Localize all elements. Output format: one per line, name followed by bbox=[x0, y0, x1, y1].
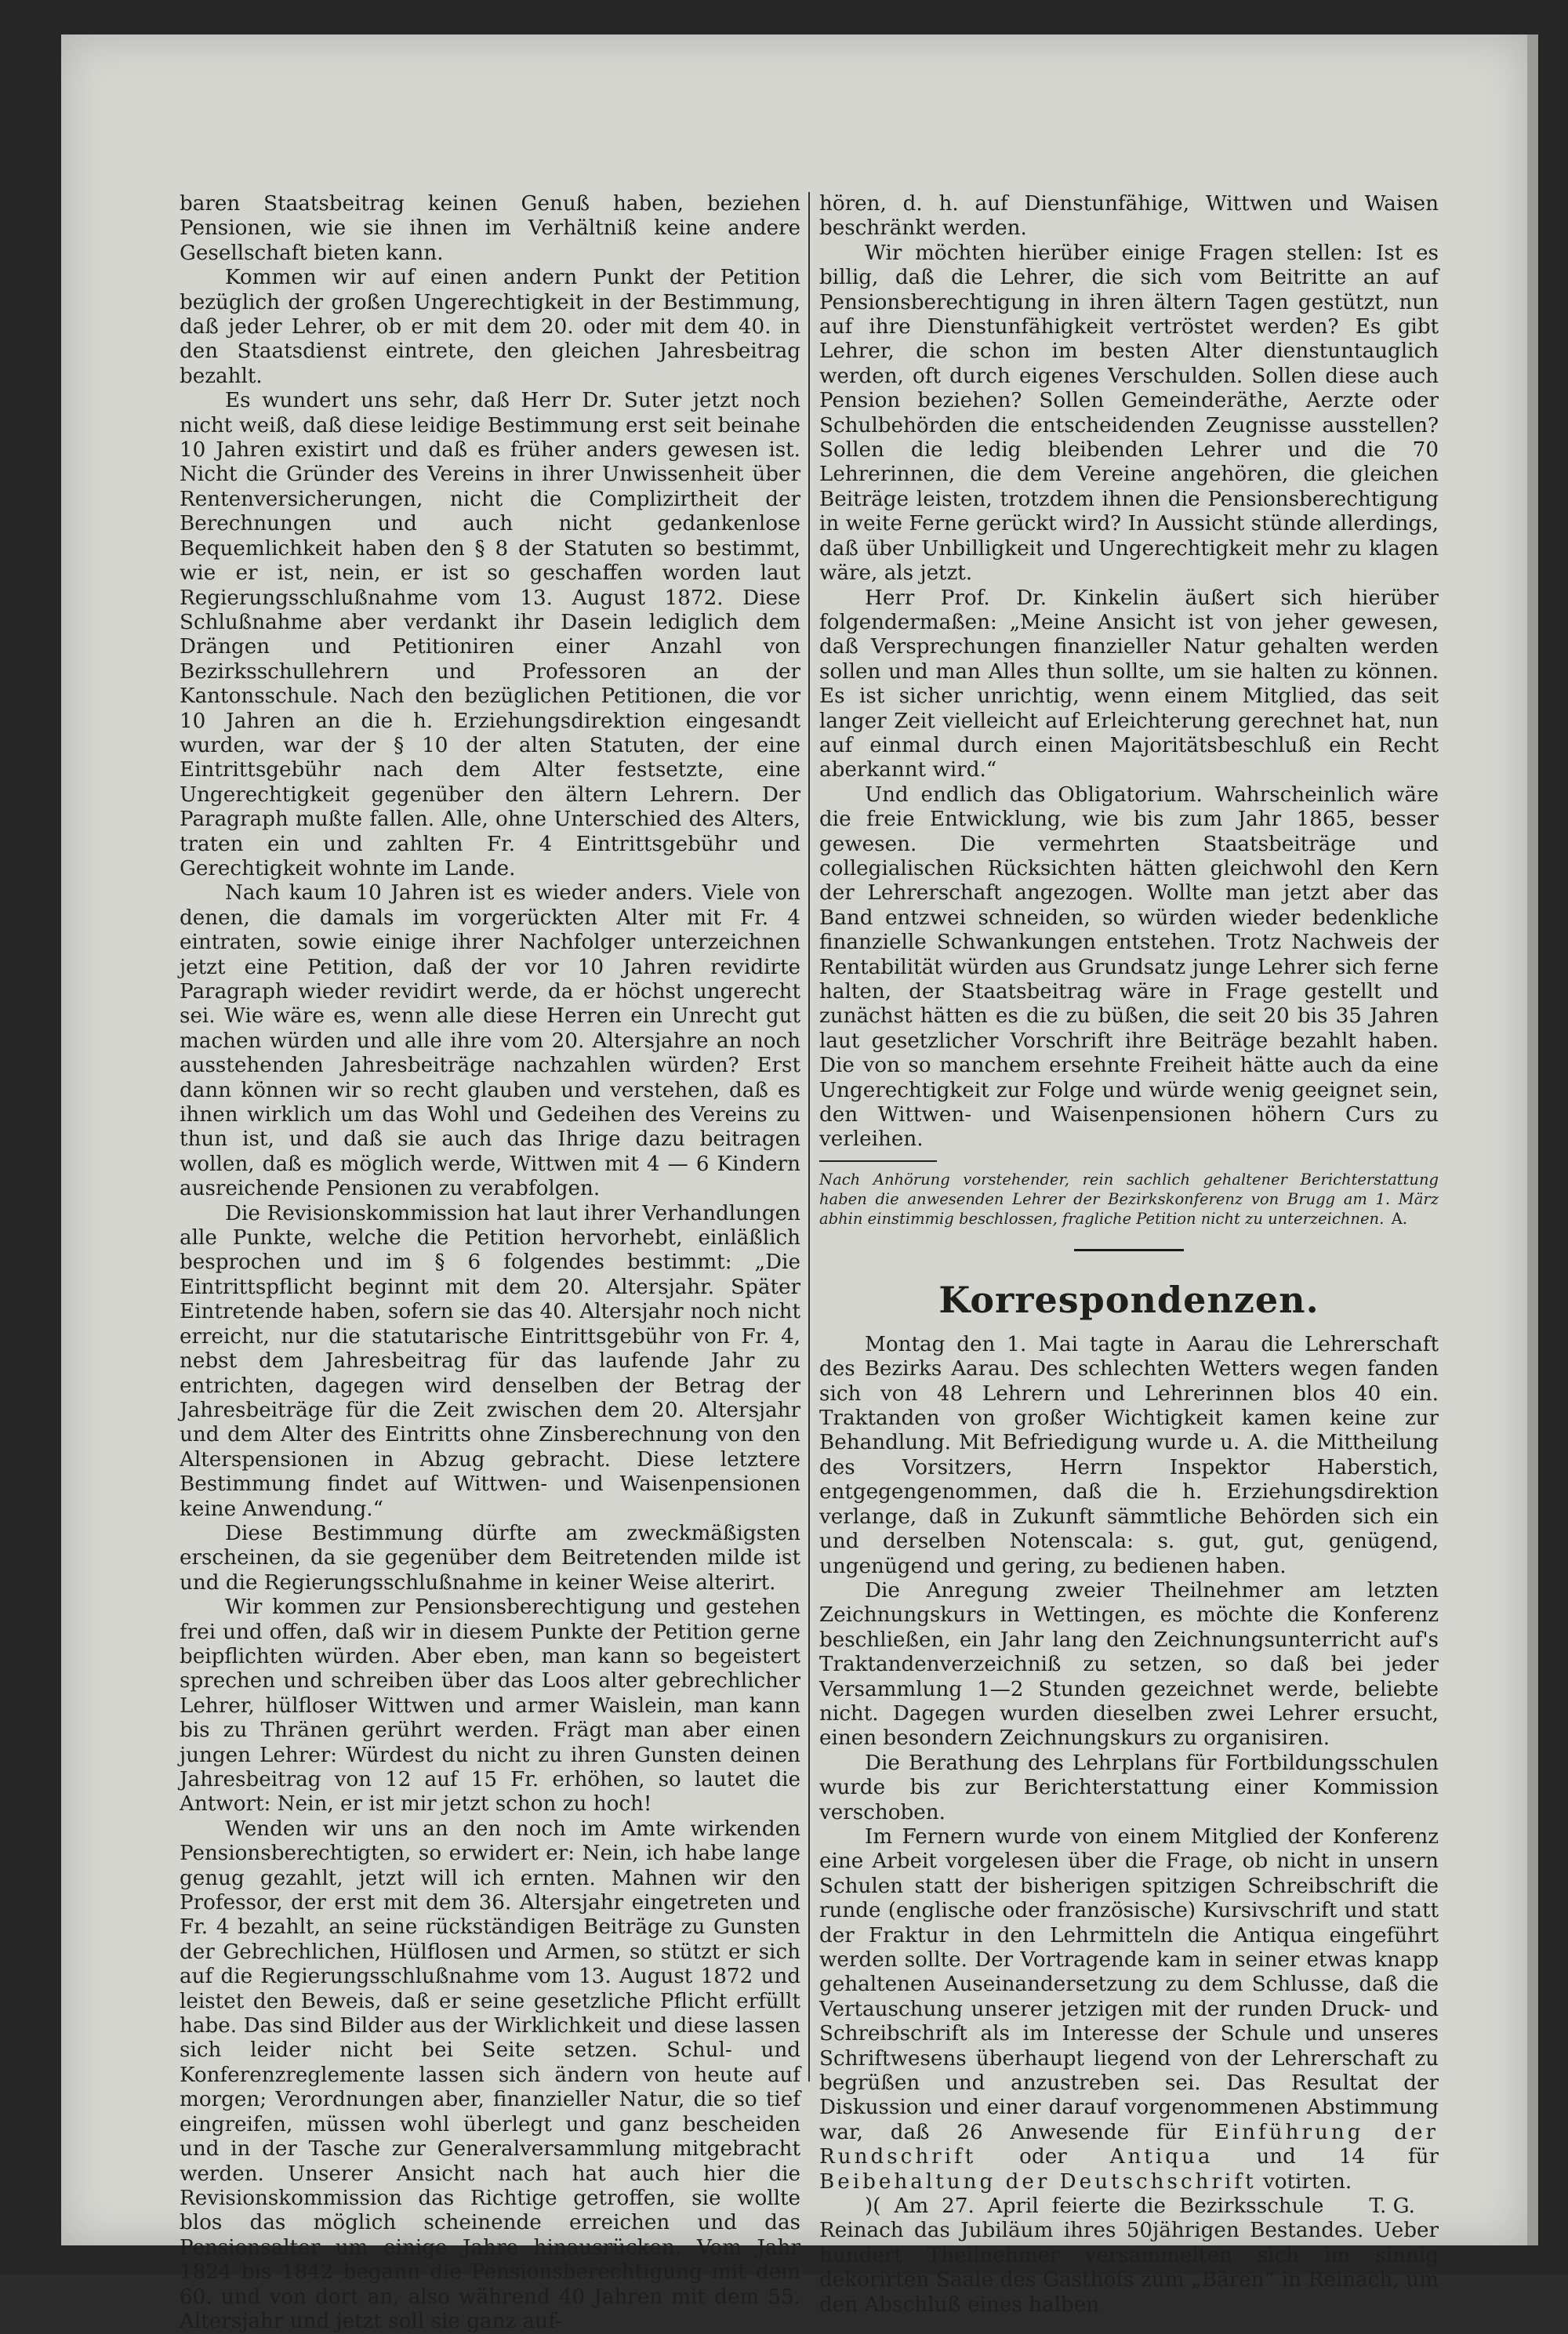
vote-phrase: Beibehaltung der Deutschschrift bbox=[819, 2169, 1257, 2194]
paragraph: Es wundert uns sehr, daß Herr Dr. Suter jetzt noch nicht weiß, daß diese leidige Bestimmung erst seit beinahe 10 Jahren existirt und daß es früher anders gewesen ist. Nicht die Gründer des Vereins in ihrer Unwissenheit über Rentenversicherungen, nicht die Complizirtheit der Berechnungen und auch nicht gedankenlose Bequemlichkeit haben den § 8 der Statuten so bestimmt, wie er ist, nein, er ist so geschaffen worden laut Regierungsschlußnahme vom 13. August 1872. Diese Schlußnahme aber verdankt ihr Dasein lediglich dem Drängen und Petitioniren einer Anzahl von Bezirksschullehrern und Professoren an der Kantonsschule. Nach den bezüglichen Petitionen, die vor 10 Jahren an die h. Erziehungsdirektion eingesandt wurden, war der § 10 der alten Statuten, der eine Eintrittsgebühr nach dem Alter festsetzte, eine Ungerechtigkeit gegenüber den ältern Lehrern. Der Paragraph mußte fallen. Alle, ohne Unterschied des Alters, traten ein und zahlten Fr. 4 Eintrittsgebühr und Gerechtigkeit wohnte im Lande. bbox=[180, 389, 800, 880]
paragraph: Herr Prof. Dr. Kinkelin äußert sich hierüber folgendermaßen: „Meine Ansicht ist von jeher gewesen, daß Versprechungen finanzieller Natur gehalten werden sollen und man Alles thun sollte, um sie halten zu können. Es ist sicher unrichtig, wenn einem Mitglied, das seit langer Zeit vielleicht auf Erleichterung gerechnet hat, nun auf einmal durch einen Majoritätsbeschluß ein Recht aberkannt wird.“ bbox=[819, 586, 1439, 782]
paragraph: Kommen wir auf einen andern Punkt der Petition bezüglich der großen Ungerechtigkeit in der Bestimmung, daß jeder Lehrer, ob er mit dem 20. oder mit dem 40. in den Staatsdienst eintrete, den gleichen Jahresbeitrag bezahlt. bbox=[180, 266, 800, 388]
paragraph: Wir kommen zur Pensionsberechtigung und gestehen frei und offen, daß wir in diesem Punkte der Petition gerne beipflichten würden. Aber eben, man kann so begeistert sprechen und schreiben über das Loos alter gebrechlicher Lehrer, hülfloser Wittwen und armer Waislein, man kann bis zu Thränen gerührt werden. Frägt man aber einen jungen Lehrer: Würdest du nicht zu ihren Gunsten deinen Jahresbeitrag von 12 auf 15 Fr. erhöhen, so lautet die Antwort: Nein, er ist mir jetzt schon zu hoch! bbox=[180, 1595, 800, 1817]
section-heading: Korrespondenzen. bbox=[938, 1278, 1319, 1321]
column-divider bbox=[808, 192, 810, 2082]
paragraph: Und endlich das Obligatorium. Wahrscheinlich wäre die freie Entwicklung, wie bis zum Jahr 1865, besser gewesen. Die vermehrten Staatsbeiträge und collegialischen Rücksichten hätten gleichwohl den Kern der Lehrerschaft angezogen. Wollte man jetzt aber das Band entzwei schneiden, so würden wieder bedenkliche finanzielle Schwankungen entstehen. Trotz Nachweis der Rentabilität würden aus Grundsatz junge Lehrer sich ferne halten, der Staatsbeitrag wäre in Frage gestellt und zunächst hätten es die zu büßen, die seit 20 bis 35 Jahren laut gesetzlicher Vorschrift ihre Beiträge bezahlt haben. Die von so manchem ersehnte Freiheit hätte auch da eine Ungerechtigkeit zur Folge und würde wenig geeignet sein, den Wittwen- und Waisenpensionen höhern Curs zu verleihen. bbox=[819, 782, 1439, 1152]
section-marker: )( bbox=[865, 2194, 881, 2219]
correspondence-paragraph: Die Berathung des Lehrplans für Fortbildungsschulen wurde bis zur Berichterstattung einer Kommission verschoben. bbox=[819, 1751, 1439, 1824]
editorial-note bbox=[819, 1170, 1439, 1229]
heading-rule bbox=[1074, 1249, 1184, 1251]
note-signature: A. bbox=[1391, 1209, 1407, 1228]
paragraph: Wenden wir uns an den noch im Amte wirkenden Pensionsberechtigten, so erwidert er: Nein, ich habe lange genug gezahlt, jetzt will ich ernten. Mahnen wir den Professor, der erst mit dem 36. Altersjahr eingetreten und Fr. 4 bezahlt, an seine rückständigen Beiträge zu Gunsten der Gebrechlichen, Hülflosen und Armen, so stützt er sich auf die Regierungsschlußnahme vom 13. August 1872 und leistet den Beweis, daß er seine gesetzliche Pflicht erfüllt habe. Das sind Bilder aus der Wirklichkeit und diese lassen sich leider nicht bei Seite setzen. Schul- und Konferenzreglemente lassen sich ändern von heute auf morgen; Verordnungen aber, finanzieller Natur, die so tief eingreifen, müssen wohl überlegt und ganz bescheiden und in der Tasche zur Generalversammlung mitgebracht werden. Unserer Ansicht nach hat auch hier die Revisionskommission das Richtige getroffen, sie wollte blos das möglich scheinende erreichen und das Pensionsalter um einige Jahre hinausrücken. Vom Jahr 1824 bis 1842 begann die Pensionsberechtigung mit dem 60. und von dort an, also während 40 Jahren mit dem 55. Altersjahr und jetzt soll sie ganz auf- bbox=[180, 1817, 800, 2333]
paragraph: Wir möchten hierüber einige Fragen stellen: Ist es billig, daß die Lehrer, die sich vom Beitritte an auf Pensionsberechtigung in ihren ältern Tagen gestützt, nun auf ihre Dienstunfähigkeit vertröstet werden? Es gibt Lehrer, die schon im besten Alter dienstuntauglich werden, oft durch eigenes Verschulden. Sollen diese auch Pension beziehen? Sollen Gemeinderäthe, Aerzte oder Schulbehörden die entscheidenden Zeugnisse ausstellen? Sollen die ledig bleibenden Lehrer und die 70 Lehrerinnen, die dem Vereine angehören, die gleichen Beiträge leisten, trotzdem ihnen die Pensionsberechtigung in weite Ferne gerückt wird? In Aussicht stünde allerdings, daß über Unbilligkeit und Ungerechtigkeit mehr zu klagen wäre, als jetzt. bbox=[819, 241, 1439, 586]
vote-phrase: Antiqua bbox=[1109, 2145, 1214, 2169]
correspondence-paragraph: Montag den 1. Mai tagte in Aarau die Lehrerschaft des Bezirks Aarau. Des schlechten Wetters wegen fanden sich von 48 Lehrern und Lehrerinnen blos 40 ein. Traktanden von großer Wichtigkeit kamen keine zur Behandlung. Mit Befriedigung wurde u. A. die Mittheilung des Vorsitzers, Herrn Inspektor Haberstich, entgegengenommen, daß die h. Erziehungsdirektion verlange, daß in Zukunft sämmtliche Behörden sich ein und derselben Notenscala: s. gut, gut, genügend, ungenügend und gering, zu bedienen haben. bbox=[819, 1332, 1439, 1578]
note-text: Nach Anhörung vorstehender, rein sachlich gehaltener Berichterstattung haben die anwesenden Lehrer der Bezirkskonferenz von Brugg am 1. März abhin einstimmig beschlossen, fragliche Petition nicht zu unterzeichnen. bbox=[819, 1170, 1439, 1228]
paragraph: Diese Bestimmung dürfte am zweckmäßigsten erscheinen, da sie gegenüber dem Beitretenden milde ist und die Regierungsschlußnahme in keiner Weise alterirt. bbox=[180, 1521, 800, 1595]
right-column bbox=[819, 192, 1439, 2318]
section-rule bbox=[819, 1160, 937, 1162]
correspondence-text: Im Fernern wurde von einem Mitglied der Konferenz eine Arbeit vorgelesen über die Frage, ob nicht in unsern Schulen statt der bisherigen spitzigen Schreibschrift die runde (englische oder französische) Kursivschrift und statt der Fraktur in den Lehrmitteln die Antiqua eingeführt werden sollte. Der Vortragende kam in seiner etwas knapp gehaltenen Auseinandersetzung zu dem Schlusse, daß die Vertauschung unserer jetzigen mit der runden Druck- und Schreibschrift als im Interesse der Schule und unseres Schriftwesens überhaupt liegend von der Lehrerschaft zu begrüßen und anzustreben sei. Das Resultat der Diskussion und einer darauf vorgenommenen Abstimmung war, daß 26 Anwesende für bbox=[819, 1824, 1439, 2144]
paragraph: Nach kaum 10 Jahren ist es wieder anders. Viele von denen, die damals im vorgerückten Alter mit Fr. 4 eintraten, sowie einige ihrer Nachfolger unterzeichnen jetzt eine Petition, daß der vor 10 Jahren revidirte Paragraph wieder revidirt werde, da er höchst ungerecht sei. Wie wäre es, wenn alle diese Herren ein Unrecht gut machen würden und alle ihre vom 20. Altersjahre an noch ausstehenden Jahresbeiträge nachzahlen würden? Erst dann können wir so recht glauben und verstehen, daß es ihnen wirklich um das Wohl und Gedeihen des Vereins zu thun ist, und daß sie auch das Ihrige dazu beitragen wollen, daß es möglich werde, Wittwen mit 4 — 6 Kindern ausreichende Pensionen zu verabfolgen. bbox=[180, 881, 800, 1201]
vote-count: und 14 für bbox=[1256, 2145, 1439, 2169]
vote-end: votirten. bbox=[1262, 2169, 1352, 2194]
page-edge bbox=[1527, 34, 1538, 2245]
correspondence-paragraph bbox=[819, 1824, 1439, 2219]
vote-connector: oder bbox=[1019, 2145, 1067, 2169]
paragraph: Die Revisionskommission hat laut ihrer Verhandlungen alle Punkte, welche die Petition hervorhebt, einläßlich besprochen und im § 6 folgendes bestimmt: „Die Eintrittspflicht beginnt mit dem 20. Altersjahr. Später Eintretende haben, sofern sie das 40. Altersjahr noch nicht erreicht, nur die statutarische Eintrittsgebühr von Fr. 4, nebst dem Jahresbeitrag für das laufende Jahr zu entrichten, dagegen wird denselben der Betrag der Jahresbeiträge für die Zeit zwischen dem 20. Altersjahr und dem Alter des Eintritts ohne Zinsberechnung von den Alterspensionen in Abzug gebracht. Diese letztere Bestimmung findet auf Wittwen- und Waisenpensionen keine Anwendung.“ bbox=[180, 1201, 800, 1521]
paragraph: hören, d. h. auf Dienstunfähige, Wittwen und Waisen beschränkt werden. bbox=[819, 192, 1439, 241]
correspondence-paragraph: Die Anregung zweier Theilnehmer am letzten Zeichnungskurs in Wettingen, es möchte die Konferenz beschließen, ein Jahr lang den Zeichnungsunterricht auf's Traktandenverzeichniß zu setzen, so daß bei jeder Versammlung 1—2 Stunden gezeichnet werde, beliebte nicht. Dagegen wurden dieselben zwei Lehrer ersucht, einen besondern Zeichnungskurs zu organisiren. bbox=[819, 1578, 1439, 1751]
vote-phrase: Einführung der Rundschrift bbox=[819, 2120, 1439, 2169]
correspondence-signature: T. G. bbox=[1369, 2194, 1415, 2219]
paragraph: baren Staatsbeitrag keinen Genuß haben, beziehen Pensionen, wie sie ihnen im Verhältniß keine andere Gesellschaft bieten kann. bbox=[180, 192, 800, 265]
left-column bbox=[180, 192, 800, 2334]
correspondence-text: Am 27. April feierte die Bezirksschule Reinach das Jubiläum ihres 50jährigen Bestandes. Ueber hundert Theilnehmer versammelten sich im sinnig dekorirten Saale des Gasthofs zum „Bären“ in Reinach, um den Abschluß eines halben bbox=[819, 2194, 1439, 2317]
